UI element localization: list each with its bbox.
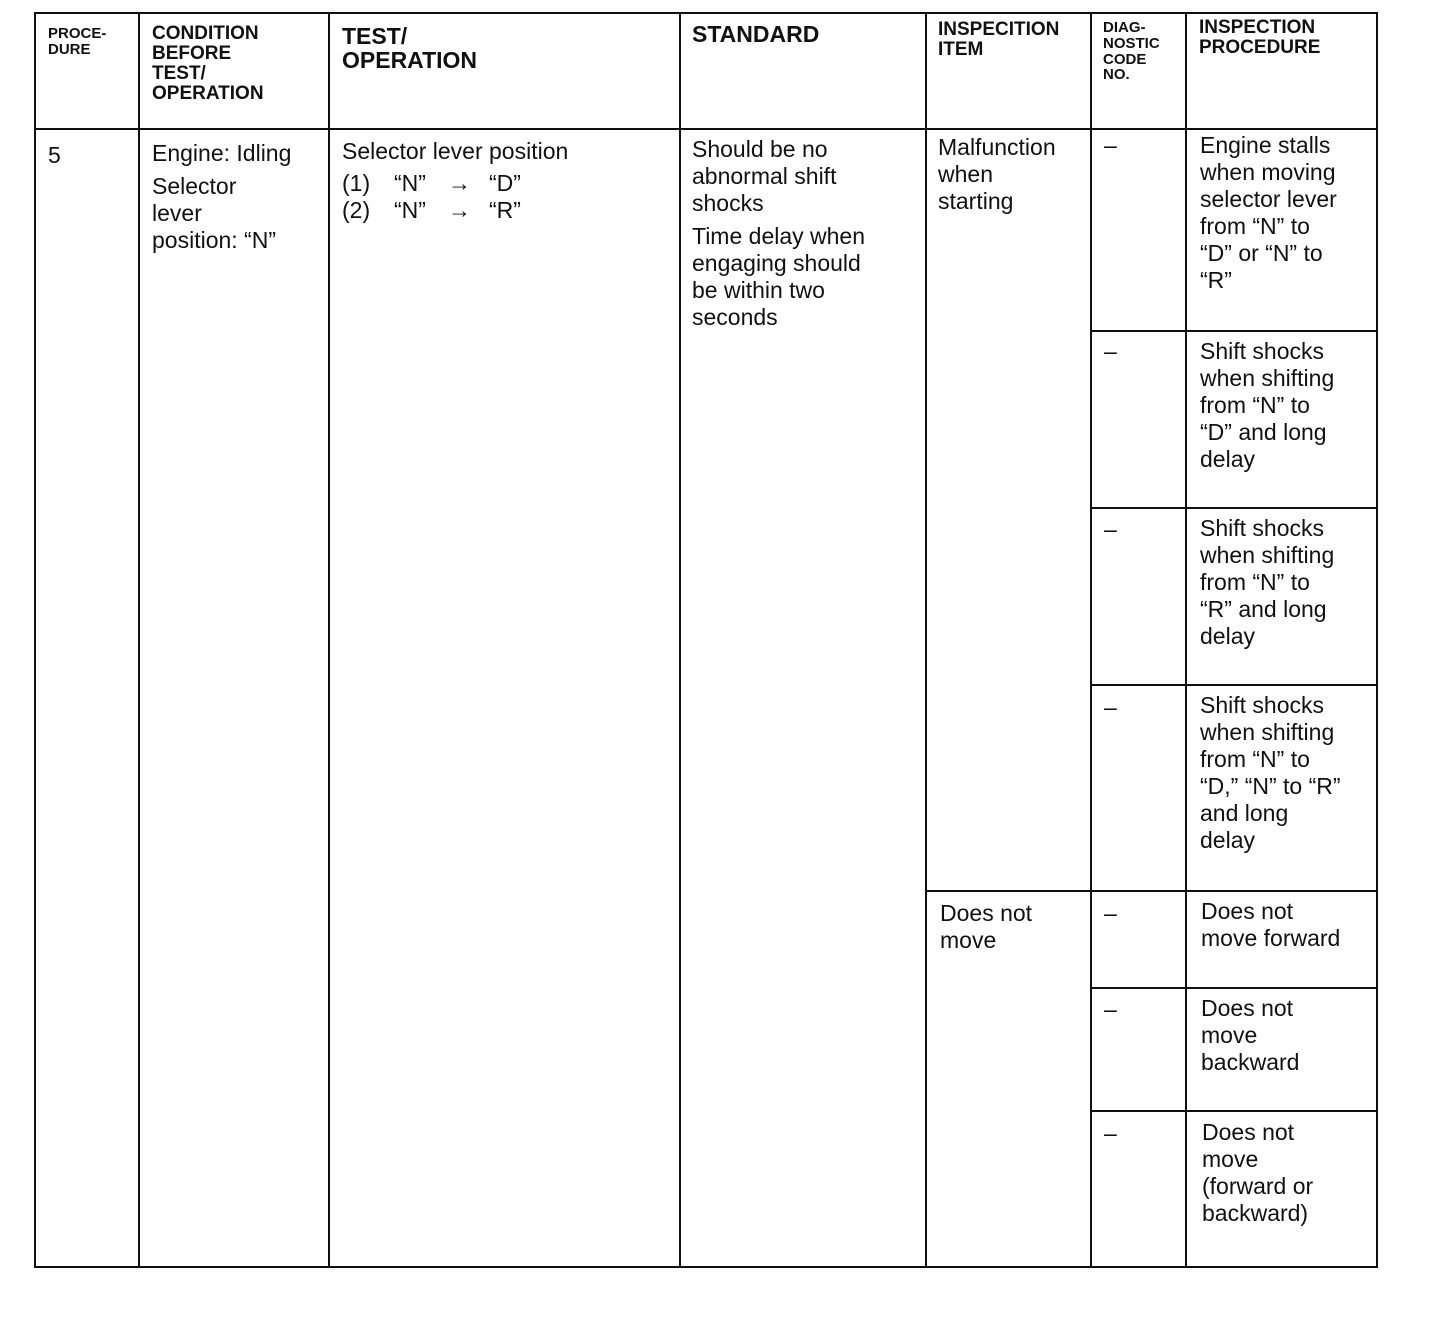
right-arrow-icon: →	[448, 170, 471, 196]
col-divider	[925, 14, 927, 1266]
diagnostic-code: –	[1104, 132, 1117, 158]
header-inspection-procedure: INSPECTION PROCEDURE	[1199, 17, 1321, 58]
standard-cell	[692, 136, 865, 331]
diagnostic-code: –	[1104, 900, 1117, 926]
header-procedure: PROCE- DURE	[48, 25, 107, 58]
test-step: (1) “N” → “D”	[342, 170, 521, 196]
diagnostic-code: –	[1104, 516, 1117, 542]
inspection-procedure: Does not move backward	[1201, 995, 1300, 1075]
header-condition: CONDITION BEFORE TEST/ OPERATION	[152, 23, 264, 104]
test-step: (2) “N” → “R”	[342, 197, 521, 223]
row-divider	[925, 890, 1376, 892]
row-divider	[1090, 1110, 1376, 1112]
inspection-procedure: Shift shocks when shifting from “N” to “D,” “N” to “R” and long delay	[1200, 692, 1341, 853]
standard-paragraph: Time delay when engaging should be within two seconds	[692, 223, 866, 330]
inspection-procedure: Shift shocks when shifting from “N” to “R” and long delay	[1200, 515, 1335, 649]
col-divider	[679, 14, 681, 1266]
test-title: Selector lever position	[342, 138, 569, 164]
test-operation-cell	[342, 138, 568, 224]
inspection-procedure: Does not move (forward or backward)	[1202, 1119, 1314, 1226]
diagnostic-code: –	[1104, 996, 1117, 1022]
col-divider	[138, 14, 140, 1266]
diagnostic-code: –	[1104, 1120, 1117, 1146]
inspection-table	[34, 12, 1378, 1268]
condition-line: Selector lever position: “N”	[152, 173, 276, 253]
row-divider	[1090, 987, 1376, 989]
col-divider	[1090, 14, 1092, 1266]
col-divider	[1185, 14, 1187, 1266]
row-divider	[1090, 507, 1376, 509]
header-divider	[36, 128, 1376, 130]
right-arrow-icon: →	[448, 197, 471, 223]
diagnostic-code: –	[1104, 694, 1117, 720]
standard-paragraph: Should be no abnormal shift shocks	[692, 136, 837, 216]
col-divider	[328, 14, 330, 1266]
inspection-procedure: Does not move forward	[1201, 898, 1341, 951]
inspection-item-malfunction: Malfunction when starting	[938, 134, 1056, 214]
header-standard: STANDARD	[692, 21, 820, 47]
condition-line: Engine: Idling	[152, 140, 292, 166]
inspection-item-does-not-move: Does not move	[940, 900, 1033, 953]
row-divider	[1090, 330, 1376, 332]
inspection-procedure: Shift shocks when shifting from “N” to “D” and long delay	[1200, 338, 1335, 472]
row-divider	[1090, 684, 1376, 686]
procedure-number: 5	[48, 142, 61, 168]
diagnostic-code: –	[1104, 338, 1117, 364]
header-diagnostic-code: DIAG- NOSTIC CODE NO.	[1103, 19, 1160, 84]
header-inspection-item: INSPECITION ITEM	[938, 19, 1060, 60]
header-test-operation: TEST/ OPERATION	[342, 23, 478, 74]
inspection-procedure: Engine stalls when moving selector lever from “N” to “D” or “N” to “R”	[1200, 132, 1337, 293]
condition-cell	[152, 140, 291, 254]
